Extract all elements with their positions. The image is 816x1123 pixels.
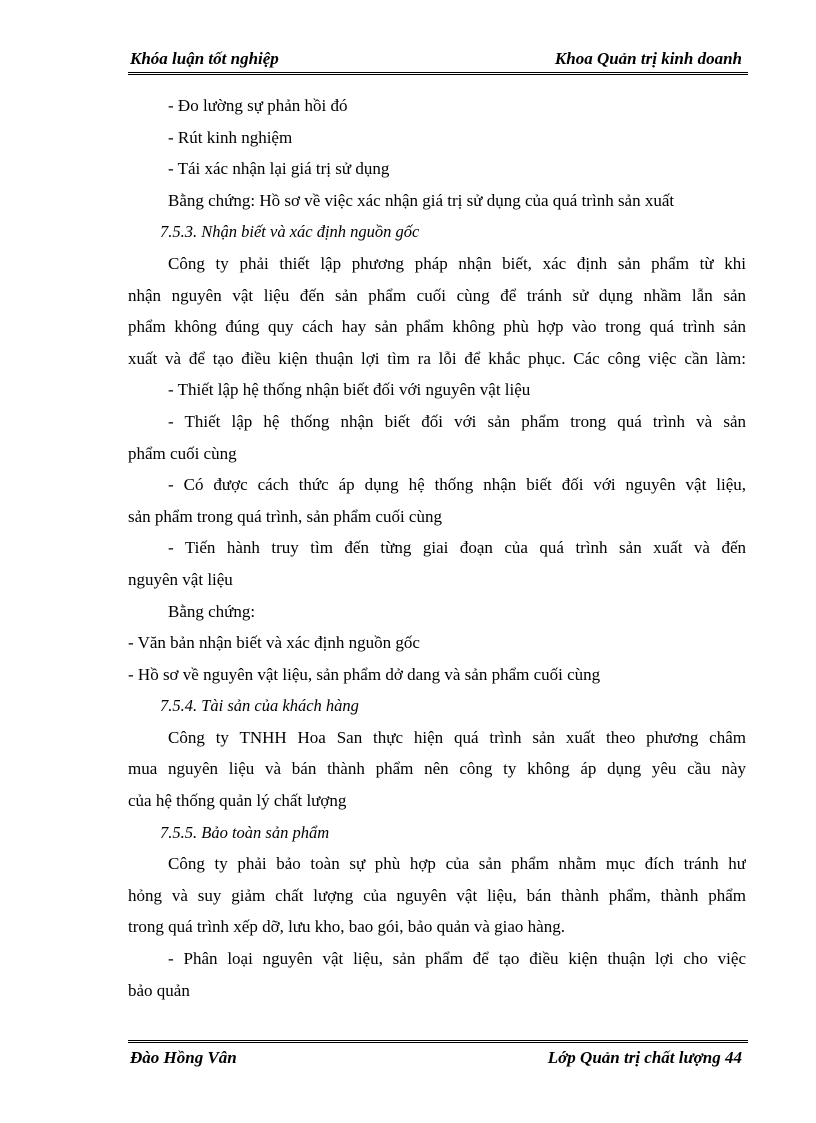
footer-author: Đào Hồng Vân [130, 1048, 237, 1067]
bullet-line: - Văn bản nhận biết và xác định nguồn gốc [128, 633, 420, 653]
page-header [128, 48, 748, 75]
paragraph-line: trong quá trình xếp dỡ, lưu kho, bao gói, bảo quản và giao hàng. [128, 917, 565, 937]
bullet-line: - Hồ sơ về nguyên vật liệu, sản phẩm dở dang và sản phẩm cuối cùng [128, 664, 601, 684]
paragraph-line: nguyên vật liệu [128, 569, 233, 589]
bullet-line: - Có được cách thức áp dụng hệ thống nhận biết đối với nguyên vật liệu, [168, 475, 746, 495]
section-heading: 7.5.5. Bảo toàn sản phẩm [160, 822, 330, 842]
bullet-line: - Thiết lập hệ thống nhận biết đối với nguyên vật liệu [168, 380, 531, 400]
evidence-line: Bằng chứng: [168, 601, 256, 621]
paragraph-line: nhận nguyên vật liệu đến sản phẩm cuối cùng để tránh sử dụng nhầm lẫn sản [128, 285, 746, 305]
paragraph-line: phẩm cuối cùng [128, 443, 237, 463]
paragraph-line: phẩm không đúng quy cách hay sản phẩm không phù hợp vào trong quá trình sản [128, 317, 746, 337]
footer-class: Lớp Quản trị chất lượng 44 [547, 1048, 742, 1067]
paragraph-line: Công ty phải thiết lập phương pháp nhận biết, xác định sản phẩm từ khi [168, 253, 746, 273]
bullet-line: - Thiết lập hệ thống nhận biết đối với sản phẩm trong quá trình và sản [168, 411, 746, 431]
paragraph-line: bảo quản [128, 980, 190, 1000]
paragraph-line: mua nguyên liệu và bán thành phẩm nên công ty không áp dụng yêu cầu này [128, 759, 746, 779]
section-heading: 7.5.3. Nhận biết và xác định nguồn gốc [160, 222, 420, 242]
paragraph-line: Công ty TNHH Hoa San thực hiện quá trình sản xuất theo phương châm [168, 727, 746, 747]
page-footer [128, 1040, 748, 1071]
bullet-line: - Tái xác nhận lại giá trị sử dụng [168, 159, 390, 179]
bullet-line: - Rút kinh nghiệm [168, 127, 293, 147]
paragraph-line: hỏng và suy giảm chất lượng của nguyên vật liệu, bán thành phẩm, thành phẩm [128, 885, 746, 905]
bullet-line: - Đo lường sự phản hồi đó [168, 96, 348, 115]
paragraph-line: của hệ thống quản lý chất lượng [128, 791, 347, 811]
paragraph-line: sản phẩm trong quá trình, sản phẩm cuối cùng [128, 506, 442, 526]
bullet-line: - Phân loại nguyên vật liệu, sản phẩm để tạo điều kiện thuận lợi cho việc [168, 949, 746, 969]
paragraph-line: Công ty phải bảo toàn sự phù hợp của sản phẩm nhằm mục đích tránh hư [168, 854, 746, 874]
bullet-line: - Tiến hành truy tìm đến từng giai đoạn của quá trình sản xuất và đến [168, 538, 746, 558]
header-faculty: Khoa Quản trị kinh doanh [554, 49, 742, 68]
evidence-line: Bằng chứng: Hồ sơ về việc xác nhận giá trị sử dụng của quá trình sản xuất [168, 190, 675, 210]
paragraph-line: xuất và để tạo điều kiện thuận lợi tìm ra lỗi để khắc phục. Các công việc cần làm: [128, 348, 746, 368]
section-heading: 7.5.4. Tài sản của khách hàng [160, 696, 359, 716]
header-thesis-title: Khóa luận tốt nghiệp [130, 49, 279, 68]
document-body [128, 90, 746, 1006]
